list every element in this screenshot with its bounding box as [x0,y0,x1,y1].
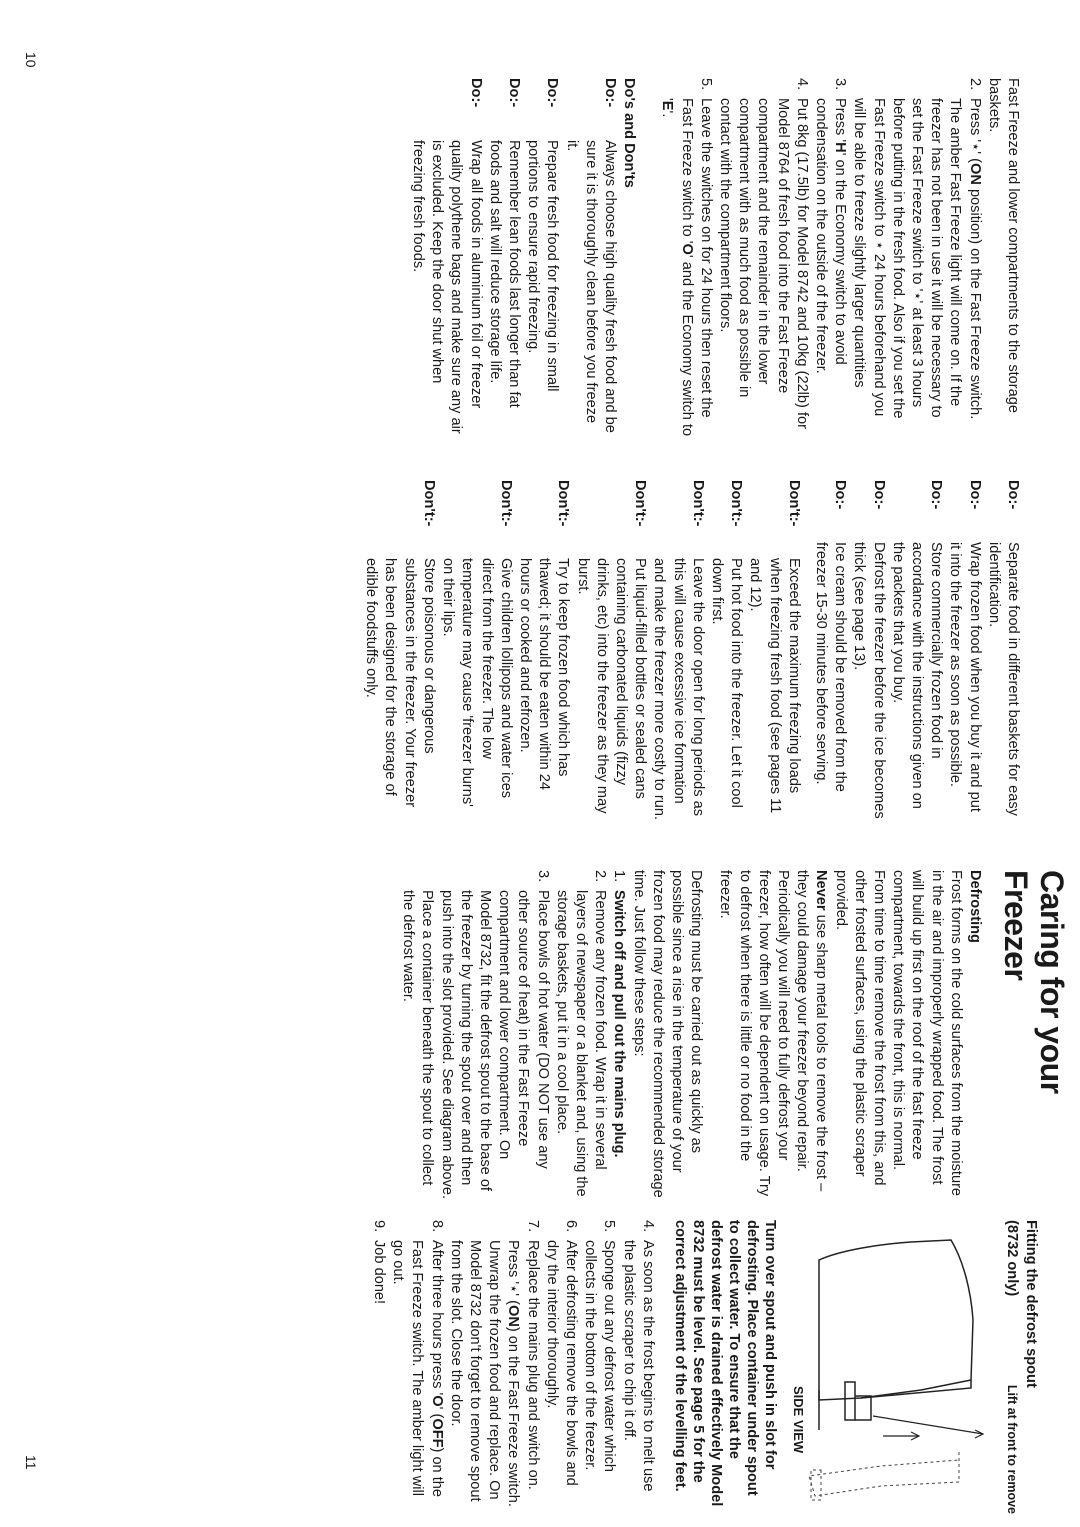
do-item: Do:- Always choose high quality fresh food and be sure it is thoroughly clean before you freeze it. [563,78,618,433]
section-title: Caring for your Freezer [998,870,1070,1094]
do-item: Do:- Ice cream should be removed from the freezer 15-30 minutes before serving. [812,480,849,792]
spout-heading: Fitting the defrost spout [1023,1220,1039,1388]
column-3 [398,870,1070,1200]
step-2: 2. Press '⋆' (ON position) on the Fast Freeze switch. The amber Fast Freeze light will come on. If the freezer has not been in use it will be necessary to set the Fast Freeze switch to '⋆' at least 3 hours before putting in the fresh food. Also if you set the Fast Freeze switch to ⋆ 24 hours beforehand you will be able to freeze slightly larger quantities [851,78,983,420]
do-item: Do:- Separate food in different baskets for easy identification. [985,480,1021,816]
page-number-right: 11 [23,1455,39,1470]
step-7: 7. Replace the mains plug and switch on. Press '⋆' (ON) on the Fast Freeze switch. Unwrap the frozen food and replace. On Model 8732 don't forget to remove spout from the slot. Close the door. [447,1220,541,1507]
do-item: Do:- Store commercially frozen food in accordance with the instructions given on the packets that you buy. [889,480,945,809]
defrost-spout-diagram [789,1220,1021,1514]
paragraph: From time to time remove the frost from this, and other frosted surfaces, using the plastic scraper provided. [832,870,887,1186]
spout-note: Turn over spout and push in slot for defrosting. Place container under spout to collect water. To ensure that the defrost water is drained effectively Model 8732 must be level. See page 5 for the correct adjustment of the levelling feet. [671,1220,778,1507]
dont-item: Don't:- Put hot food into the freezer. Let it cool down first. [708,480,745,808]
dos-donts-heading: Do's and Don'ts [621,78,638,188]
paragraph: Never use sharp metal tools to remove the frost – they could damage your freezer beyond repair. [794,870,830,1192]
lift-label: Lift at front to remove [1004,1384,1019,1514]
intro-text: Fast Freeze and lower compartments to the storage baskets. [985,78,1021,414]
do-item: Do:- Remember lean foods last longer than fat foods and salt will reduce storage life. [486,78,522,408]
step-3: 3. Place bowls of hot water (DO NOT use any other source of heat) in the Fast Freeze compartment and lower compartment. On Model 8732, fit the defrost spout to the base of the freezer by turning the spout over and then push into the slot provided. See diagram above. Place a container beneath the spout to collect the defrost water. [400,870,551,1200]
step-6: 6. After defrosting remove the bowls and dry the interior thoroughly. [543,1220,579,1486]
dont-item: Don't:- Try to keep frozen food which has thawed; it should be eaten within 24 hours or cooked and refrozen. [516,480,572,791]
dont-item: Don't:- Store poisonous or dangerous substances in the freezer. Your freezer has been designed for the storage of edible foodstuffs only. [363,480,437,808]
dont-item: Don't:- Exceed the maximum freezing loads when freezing fresh food (see pages 11 and 12). [747,480,802,814]
do-item: Do:- Defrost the freezer before the ice becomes thick (see page 13). [851,480,887,819]
step-2: 2. Remove any frozen food. Wrap it in several layers of newspaper or a blanket and, using the storage baskets, put it in a cool place. [553,870,609,1197]
step-3: 3. Press 'H' on the Economy switch to avoid condensation on the outside of the freezer. [812,78,849,374]
do-item: Do:- Wrap all foods in aluminium foil or freezer quality polythene bags and make sure any air is excluded. Keep the door shut when freezing fresh foods. [409,78,484,434]
column-4 [369,1220,1040,1514]
step-4: 4. As soon as the frost begins to melt use the plastic scraper to chip it off. [620,1220,656,1492]
step-5: 5. Sponge out any defrost water which collects in the bottom of the freezer. [582,1220,618,1473]
freezer-side-view-icon [791,1220,1001,1510]
star-icon: ⋆ [966,142,983,152]
dont-item: Don't:- Give children lollipops and water ices direct from the freezer. The low temperature may cause 'freezer burns' on their lips. [440,480,514,807]
side-view-label: SIDE VIEW [791,1386,806,1454]
dont-item: Don't:- Put liquid-filled bottles or sealed cans containing carbonated liquids (fizzy drinks, etc) into the freezer as they may burst. [574,480,649,814]
defrosting-heading: Defrosting [967,870,983,943]
column-1 [408,78,1022,438]
step-5: 5. Leave the switches on for 24 hours then reset the Fast Freeze switch to 'O' and the Economy switch to 'E'. [659,78,714,437]
step-1: 1. Switch off and pull out the mains plug. [611,870,628,1158]
paragraph: Periodically you will need to fully defrost your freezer, how often will be dependent on usage. Try to defrost when there is little or no food in the freezer. [717,870,791,1197]
do-item: Do:- Wrap frozen food when you buy it and put it into the freezer as soon as possible. [947,480,983,812]
dont-item: Don't:- Leave the door open for long periods as this will cause excessive ice formation and make the freezer more costly to run. [651,480,706,820]
step-9: 9. Job done! [370,1220,387,1305]
paragraph: Defrosting must be carried out as quickly as possible since a rise in the temperature of your frozen food may reduce the recommended storage time. Just follow these steps: [630,870,705,1198]
page-number-left: 10 [23,52,39,68]
step-4: 4. Put 8kg (17.5lb) for Model 8742 and 10kg (22lb) for Model 8764 of fresh food into the Fast Freeze compartment and the remainder in the lower compartment with as much food as possible in contact with the compartment floors. [716,78,810,429]
step-8: 8. After three hours press 'O' (OFF) on the Fast Freeze switch. The amber light will go out. [390,1220,445,1498]
paragraph: Frost forms on the cold surfaces from the moisture in the air and improperly wrapped food. The frost will build up first on the roof of the fast freeze compartment, towards the front, this is normal. [890,870,964,1197]
do-item: Do:- Prepare fresh food for freezing in small portions to ensure rapid freezing. [525,78,561,392]
spout-subheading: (8732 only) [1003,1220,1020,1297]
column-2 [361,480,1022,820]
